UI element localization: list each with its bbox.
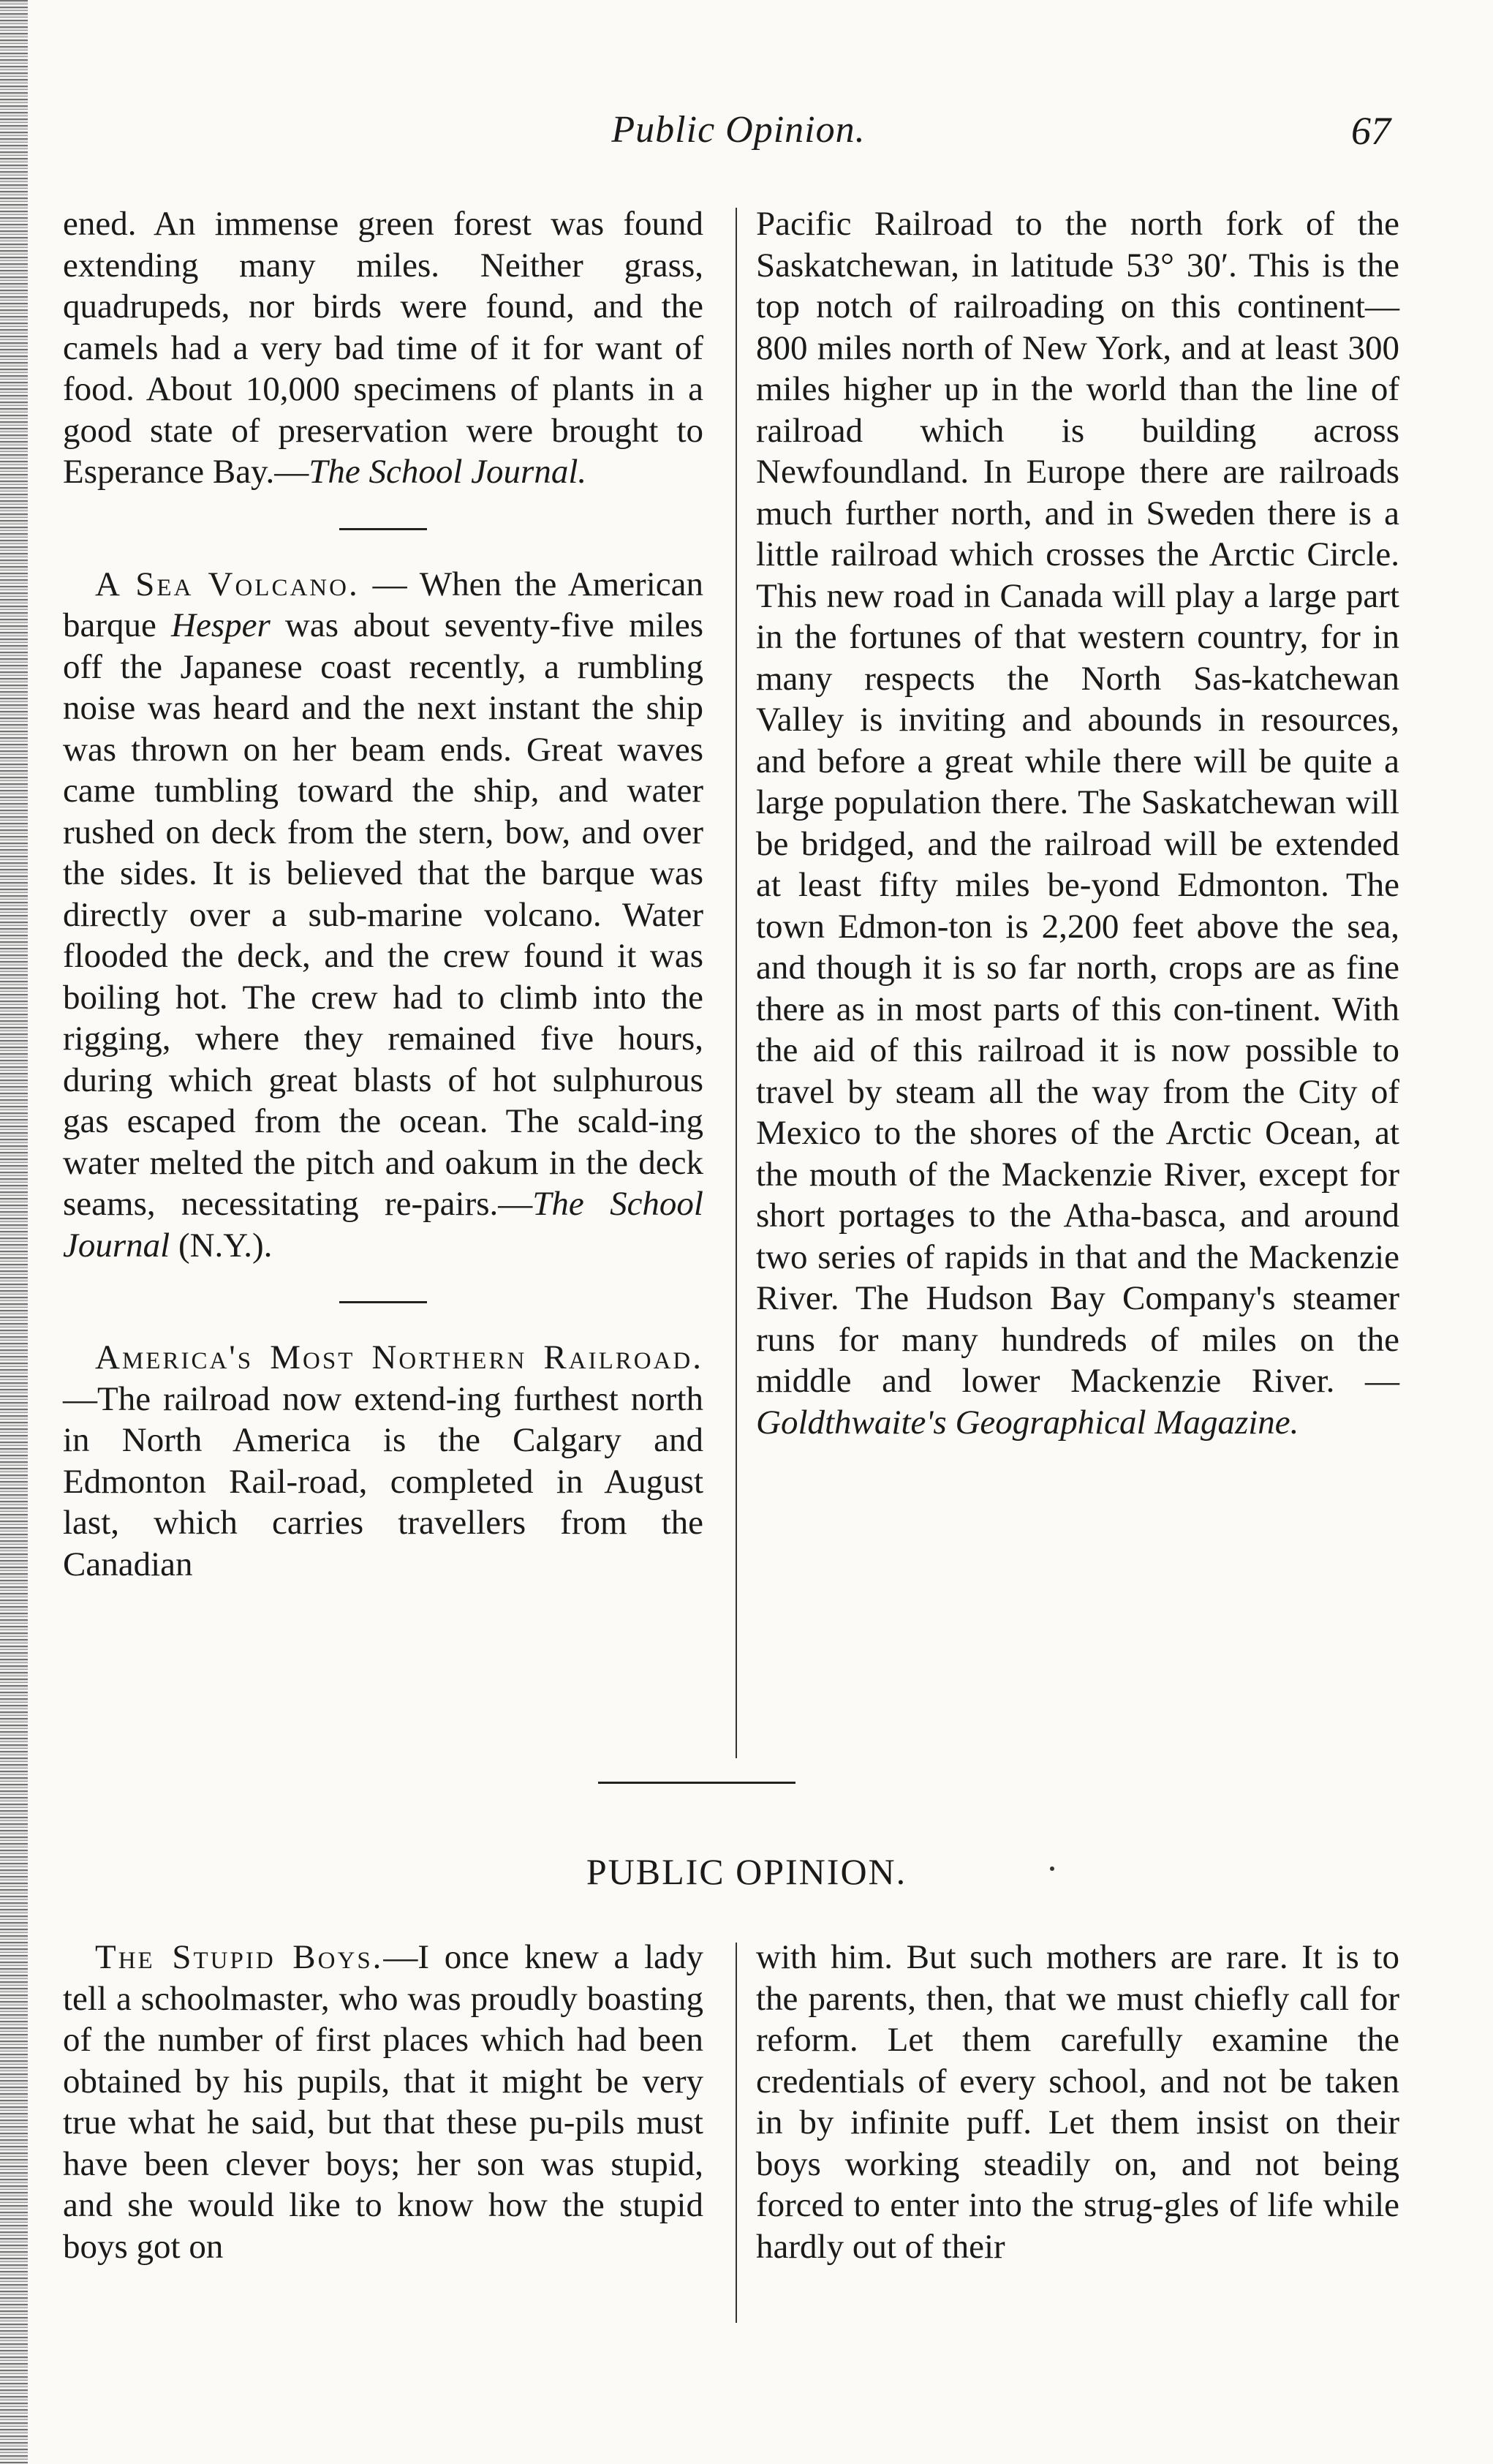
section-divider bbox=[598, 1782, 795, 1784]
source-citation: The School Journal bbox=[63, 1185, 703, 1265]
paragraph-text: —The railroad now extend-ing furthest north in North America is the Calgary and Edmonton Rail-road, completed in August last, which carries travellers from the Canadian bbox=[63, 1379, 703, 1583]
column-bottom-right bbox=[756, 1937, 1399, 2267]
paragraph-railroad-continued bbox=[756, 203, 1399, 1443]
column-top-right bbox=[756, 203, 1399, 1443]
source-location: (N.Y.). bbox=[170, 1226, 273, 1265]
paragraph-northern-railroad bbox=[63, 1337, 703, 1585]
column-divider bbox=[736, 1943, 737, 2323]
paragraph-desert-expedition bbox=[63, 203, 703, 493]
paragraph-text: Pacific Railroad to the north fork of the Saskatchewan, in latitude 53° 30′. This is the top notch of railroading on this continent—800 miles north of New York, and at least 300 miles higher up in the world than the line of railroad which is building across Newfoundland. In Europe there are railroads much further north, and in Sweden there is a little railroad which crosses the Arctic Circle. This new road in Canada will play a large part in the fortunes of that western country, for in many respects the North Sas-katchewan Valley is inviting and abounds in resources, and before a great while there will be quite a large population there. The Saskatchewan will be bridged, and the railroad will be extended at least fifty miles be-yond Edmonton. The town Edmon-ton is 2,200 feet above the sea, and though it is so far north, crops are as fine there as in most parts of this con-tinent. With the aid of this railroad it is now possible to travel by steam all the way from the City of Mexico to the shores of the Arctic Ocean, at the mouth of the Mackenzie River, except for short portages to the Atha-basca, and around two series of rapids in that and the Mackenzie River. The Hudson Bay Company's steamer runs for many hundreds of miles on the middle and lower Mackenzie River. — bbox=[756, 205, 1399, 1400]
scanned-page-edge bbox=[0, 0, 28, 2464]
paragraph-text: — When the American barque bbox=[63, 565, 703, 644]
column-top-left bbox=[63, 203, 703, 1585]
running-title: Public Opinion. bbox=[611, 109, 866, 151]
paragraph-text: was about seventy-five miles off the Japanese coast recently, a rumbling noise was heard and the next instant the ship was thrown on her beam ends. Great waves came tumbling toward the ship, and water rushed on deck from the stern, bow, and over the sides. It is believed that the barque was directly over a sub-marine volcano. Water flooded the deck, and the crew found it was boiling hot. The crew had to climb into the rigging, where they remained five hours, during which great blasts of hot sulphurous gas escaped from the ocean. The scald-ing water melted the pitch and oakum in the deck seams, necessitating re-pairs.— bbox=[63, 606, 703, 1223]
section-divider bbox=[339, 528, 427, 530]
article-heading: A Sea Volcano. bbox=[95, 565, 360, 603]
paragraph-sea-volcano bbox=[63, 564, 703, 1267]
section-heading: PUBLIC OPINION. bbox=[586, 1851, 907, 1892]
article-heading: America's Most Northern Railroad. bbox=[95, 1338, 703, 1376]
paragraph-stupid-boys bbox=[63, 1937, 703, 2267]
source-citation: Goldthwaite's Geographical Magazine. bbox=[756, 1403, 1299, 1442]
column-divider bbox=[736, 208, 737, 1758]
page-number: 67 bbox=[1351, 109, 1391, 153]
ship-name: Hesper bbox=[171, 606, 271, 644]
column-bottom-left bbox=[63, 1937, 703, 2267]
article-heading: The Stupid Boys. bbox=[95, 1938, 384, 1976]
running-head bbox=[0, 108, 1493, 167]
paragraph-text: with him. But such mothers are rare. It is to the parents, then, that we must chiefly call for reform. Let them carefully examine the credentials of every school, and not be taken in by infinite puff. Let them insist on their boys working steadily on, and not being forced to enter into the strug-gles of life while hardly out of their bbox=[756, 1938, 1399, 2266]
paragraph-mothers-reform bbox=[756, 1937, 1399, 2267]
section-divider bbox=[339, 1301, 427, 1303]
source-citation: The School Journal. bbox=[309, 453, 587, 491]
paragraph-text: ened. An immense green forest was found extending many miles. Neither grass, quadrupeds, nor birds were found, and the camels had a very bad time of it for want of food. About 10,000 specimens of plants in a good state of preservation were brought to Esperance Bay.— bbox=[63, 205, 703, 491]
paragraph-text: —I once knew a lady tell a schoolmaster, who was proudly boasting of the number of first places which had been obtained by his pupils, that it might be very true what he said, but that these pu-pils must have been clever boys; her son was stupid, and she would like to know how the stupid boys got on bbox=[63, 1938, 703, 2266]
